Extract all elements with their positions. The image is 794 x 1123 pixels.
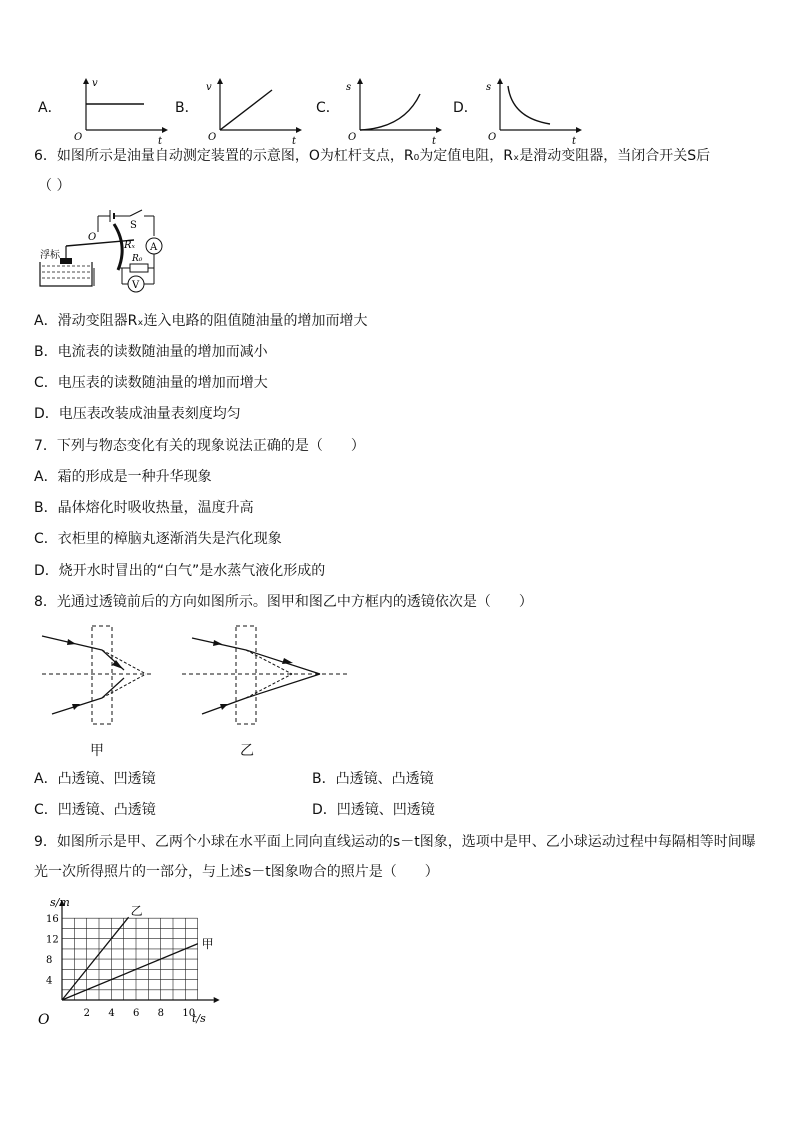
q5-graph-b [204, 78, 304, 147]
switch-label: S [130, 220, 137, 231]
q5-d-xlabel: t [572, 136, 577, 147]
q5-option-b-label: B． [175, 100, 199, 116]
series-line-甲 [62, 944, 198, 1000]
q6-circuit-figure [38, 206, 168, 298]
voltmeter-label: V [132, 280, 140, 291]
q9-st-graph [34, 894, 214, 1028]
graph-origin: O [38, 1012, 50, 1028]
q5-c-origin: O [348, 132, 357, 143]
pivot-label: O [88, 232, 97, 243]
graph-lines [62, 917, 198, 1000]
q8-figure-jia [38, 624, 158, 728]
q5-graph-a [70, 78, 170, 147]
q6-option-a: A．滑动变阻器Rₓ连入电路的阻值随油量的增加而增大 [34, 313, 368, 329]
q8-stem: 8．光通过透镜前后的方向如图所示。图甲和图乙中方框内的透镜依次是（ ） [34, 594, 533, 610]
x-tick-label: 10 [182, 1008, 196, 1019]
q5-a-ylabel: v [92, 78, 98, 89]
q8-caption-jia: 甲 [90, 743, 104, 759]
q5-a-xlabel: t [158, 136, 163, 147]
x-axis-arrow [214, 997, 220, 1003]
q5-a-origin: O [74, 132, 83, 143]
x-tick-label: 4 [108, 1008, 115, 1019]
rx-label: Rₓ [124, 240, 136, 251]
q8-option-d: D．凹透镜、凹透镜 [312, 802, 435, 818]
q9-stem-line1: 9．如图所示是甲、乙两个小球在水平面上同向直线运动的s－t图象，选项中是甲、乙小球运动过程中每隔相等时间曝 [34, 834, 756, 850]
x-tick-label: 6 [133, 1008, 140, 1019]
q8-option-b: B．凸透镜、凸透镜 [312, 771, 434, 787]
q6-option-b: B．电流表的读数随油量的增加而减小 [34, 344, 268, 360]
q7-option-d: D．烧开水时冒出的“白气”是水蒸气液化形成的 [34, 563, 326, 579]
q5-b-ylabel: v [206, 82, 212, 93]
float-label: 浮标 [40, 250, 60, 261]
q5-option-a-label: A． [38, 100, 62, 116]
q5-c-xlabel: t [432, 136, 437, 147]
q7-stem: 7．下列与物态变化有关的现象说法正确的是（ ） [34, 438, 365, 454]
q5-c-ylabel: s [346, 82, 352, 93]
q7-option-c: C．衣柜里的樟脑丸逐渐消失是汽化现象 [34, 531, 282, 547]
x-tick-label: 2 [83, 1008, 91, 1019]
q5-b-origin: O [208, 132, 217, 143]
q6-option-c: C．电压表的读数随油量的增加而增大 [34, 375, 268, 391]
graph-xlabel: t/s [192, 1012, 206, 1025]
q5-graph-c [344, 78, 444, 147]
q5-b-xlabel: t [292, 136, 297, 147]
graph-ylabel: s/m [50, 896, 70, 909]
r0-label: R₀ [132, 254, 143, 264]
q6-option-d: D．电压表改装成油量表刻度均匀 [34, 406, 241, 422]
q6-stem-line1: 6．如图所示是油量自动测定装置的示意图，O为杠杆支点，R₀为定值电阻，Rₓ是滑动变阻器，当闭合开关S后 [34, 148, 711, 164]
q6-stem-line2: （ ） [38, 178, 71, 194]
q5-d-ylabel: s [486, 82, 492, 93]
q8-caption-yi: 乙 [240, 743, 254, 759]
q5-option-d-label: D． [453, 100, 478, 116]
ammeter-label: A [150, 242, 158, 253]
y-tick-label: 4 [46, 975, 53, 987]
line-jia-label: 甲 [201, 936, 214, 951]
q8-option-a: A．凸透镜、凹透镜 [34, 771, 156, 787]
q5-option-c-label: C． [316, 100, 340, 116]
x-tick-label: 8 [157, 1008, 165, 1019]
q5-d-origin: O [488, 132, 497, 143]
q9-stem-line2: 光一次所得照片的一部分，与上述s－t图象吻合的照片是（ ） [34, 864, 439, 880]
graph-grid [62, 918, 198, 1000]
y-tick-label: 12 [46, 934, 59, 946]
series-line-乙 [62, 917, 129, 1000]
q8-option-c: C．凹透镜、凸透镜 [34, 802, 156, 818]
q7-option-a: A．霜的形成是一种升华现象 [34, 469, 212, 485]
y-tick-label: 16 [46, 914, 59, 926]
line-yi-label: 乙 [130, 904, 143, 919]
q7-option-b: B．晶体熔化时吸收热量，温度升高 [34, 500, 254, 516]
y-tick-label: 8 [46, 955, 53, 967]
q5-graph-d [484, 78, 584, 147]
q8-figure-yi [180, 624, 354, 728]
